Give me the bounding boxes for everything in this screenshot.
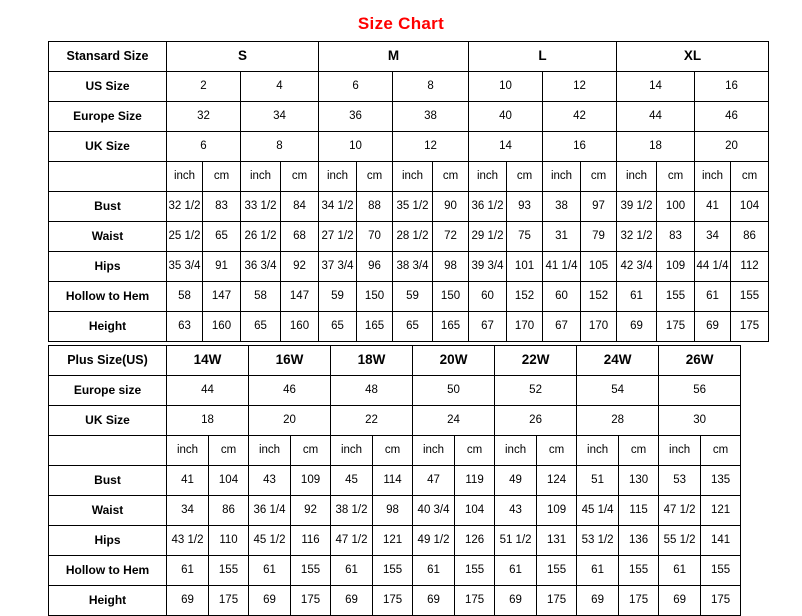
cell-europe-size-2: 36 <box>319 102 393 132</box>
row-label-waist: Waist <box>49 496 167 526</box>
cell-hollow-5: 150 <box>357 282 393 312</box>
plus-row-filler-5 <box>741 496 793 526</box>
cell-uk-size-7: 20 <box>695 132 769 162</box>
unit-cell-13: cm <box>657 162 695 192</box>
cell-waist-8: 29 1/2 <box>469 222 507 252</box>
cell-height-10: 67 <box>543 312 581 342</box>
cell-plus-hollow-13: 155 <box>701 556 741 586</box>
cell-hips-5: 96 <box>357 252 393 282</box>
cell-plus-height-4: 69 <box>331 586 373 616</box>
standard-table-body <box>49 42 769 342</box>
plus-table-body <box>49 346 793 616</box>
plus-unit-cell-6: inch <box>413 436 455 466</box>
row-label-height: Height <box>49 586 167 616</box>
cell-plus-height-7: 175 <box>455 586 495 616</box>
cell-hollow-14: 61 <box>695 282 731 312</box>
cell-plus-hollow-3: 155 <box>291 556 331 586</box>
plus-units-row-blank <box>49 436 167 466</box>
page-title: Size Chart <box>357 14 445 33</box>
row-label-hollow-to-hem: Hollow to Hem <box>49 282 167 312</box>
cell-plus-hollow-8: 61 <box>495 556 537 586</box>
cell-plus-bust-7: 119 <box>455 466 495 496</box>
plus-unit-cell-3: cm <box>291 436 331 466</box>
plus-row-filler-2 <box>741 406 793 436</box>
row-label-hollow-to-hem: Hollow to Hem <box>49 556 167 586</box>
group-header-m: M <box>319 42 469 72</box>
cell-europe-size-4: 40 <box>469 102 543 132</box>
table-row-hips <box>49 526 793 556</box>
cell-plus-hollow-4: 61 <box>331 556 373 586</box>
table-row-bust <box>49 192 769 222</box>
cell-plus-hollow-11: 155 <box>619 556 659 586</box>
cell-height-12: 69 <box>617 312 657 342</box>
cell-us-size-6: 14 <box>617 72 695 102</box>
cell-plus-hips-5: 121 <box>373 526 413 556</box>
cell-bust-7: 90 <box>433 192 469 222</box>
cell-waist-15: 86 <box>731 222 769 252</box>
plus-unit-cell-12: inch <box>659 436 701 466</box>
cell-hips-1: 91 <box>203 252 241 282</box>
cell-hips-15: 112 <box>731 252 769 282</box>
cell-europe-size-7: 46 <box>695 102 769 132</box>
table-row-group-header <box>49 42 769 72</box>
cell-waist-4: 27 1/2 <box>319 222 357 252</box>
cell-plus-hollow-12: 61 <box>659 556 701 586</box>
unit-cell-14: inch <box>695 162 731 192</box>
table-row-hollow-to-hem <box>49 282 769 312</box>
cell-plus-waist-4: 38 1/2 <box>331 496 373 526</box>
cell-hollow-13: 155 <box>657 282 695 312</box>
cell-plus-europe-0: 44 <box>167 376 249 406</box>
cell-waist-5: 70 <box>357 222 393 252</box>
row-label-europe-size: Europe Size <box>49 102 167 132</box>
row-label-bust: Bust <box>49 192 167 222</box>
unit-cell-3: cm <box>281 162 319 192</box>
unit-cell-4: inch <box>319 162 357 192</box>
cell-plus-europe-2: 48 <box>331 376 413 406</box>
cell-europe-size-0: 32 <box>167 102 241 132</box>
cell-plus-hips-3: 116 <box>291 526 331 556</box>
cell-waist-11: 79 <box>581 222 617 252</box>
cell-waist-2: 26 1/2 <box>241 222 281 252</box>
plus-unit-cell-2: inch <box>249 436 291 466</box>
cell-plus-height-12: 69 <box>659 586 701 616</box>
cell-plus-waist-7: 104 <box>455 496 495 526</box>
cell-hips-2: 36 3/4 <box>241 252 281 282</box>
cell-plus-height-3: 175 <box>291 586 331 616</box>
group-header-xl: XL <box>617 42 769 72</box>
cell-uk-size-5: 16 <box>543 132 617 162</box>
units-row-blank <box>49 162 167 192</box>
cell-plus-height-10: 69 <box>577 586 619 616</box>
plus-unit-cell-4: inch <box>331 436 373 466</box>
cell-bust-5: 88 <box>357 192 393 222</box>
table-row-bust <box>49 466 793 496</box>
cell-plus-bust-6: 47 <box>413 466 455 496</box>
cell-plus-waist-5: 98 <box>373 496 413 526</box>
unit-cell-1: cm <box>203 162 241 192</box>
plus-unit-cell-10: inch <box>577 436 619 466</box>
group-header-14w: 14W <box>167 346 249 376</box>
cell-hollow-11: 152 <box>581 282 617 312</box>
cell-hollow-15: 155 <box>731 282 769 312</box>
table-row-europe-size <box>49 376 793 406</box>
plus-corner-label: Plus Size(US) <box>49 346 167 376</box>
cell-waist-13: 83 <box>657 222 695 252</box>
plus-unit-cell-11: cm <box>619 436 659 466</box>
plus-row-filler-3 <box>741 436 793 466</box>
cell-plus-waist-0: 34 <box>167 496 209 526</box>
unit-cell-10: inch <box>543 162 581 192</box>
cell-plus-hips-2: 45 1/2 <box>249 526 291 556</box>
cell-height-7: 165 <box>433 312 469 342</box>
unit-cell-2: inch <box>241 162 281 192</box>
cell-europe-size-1: 34 <box>241 102 319 132</box>
table-row-uk-size <box>49 406 793 436</box>
group-header-18w: 18W <box>331 346 413 376</box>
cell-plus-uk-4: 26 <box>495 406 577 436</box>
cell-plus-europe-4: 52 <box>495 376 577 406</box>
cell-plus-height-6: 69 <box>413 586 455 616</box>
group-header-26w: 26W <box>659 346 741 376</box>
cell-plus-hollow-1: 155 <box>209 556 249 586</box>
cell-waist-10: 31 <box>543 222 581 252</box>
cell-hips-10: 41 1/4 <box>543 252 581 282</box>
cell-europe-size-5: 42 <box>543 102 617 132</box>
cell-height-1: 160 <box>203 312 241 342</box>
table-row-units <box>49 436 793 466</box>
cell-plus-bust-13: 135 <box>701 466 741 496</box>
cell-hollow-9: 152 <box>507 282 543 312</box>
cell-bust-0: 32 1/2 <box>167 192 203 222</box>
cell-bust-9: 93 <box>507 192 543 222</box>
cell-plus-europe-1: 46 <box>249 376 331 406</box>
cell-hollow-2: 58 <box>241 282 281 312</box>
group-header-s: S <box>167 42 319 72</box>
cell-waist-0: 25 1/2 <box>167 222 203 252</box>
cell-plus-bust-1: 104 <box>209 466 249 496</box>
group-header-24w: 24W <box>577 346 659 376</box>
cell-uk-size-0: 6 <box>167 132 241 162</box>
cell-plus-waist-12: 47 1/2 <box>659 496 701 526</box>
cell-waist-7: 72 <box>433 222 469 252</box>
cell-bust-13: 100 <box>657 192 695 222</box>
plus-row-filler-4 <box>741 466 793 496</box>
plus-size-table <box>48 345 793 616</box>
plus-unit-cell-7: cm <box>455 436 495 466</box>
row-label-uk-size: UK Size <box>49 132 167 162</box>
cell-height-15: 175 <box>731 312 769 342</box>
cell-plus-hollow-9: 155 <box>537 556 577 586</box>
cell-plus-bust-12: 53 <box>659 466 701 496</box>
cell-us-size-7: 16 <box>695 72 769 102</box>
cell-plus-height-1: 175 <box>209 586 249 616</box>
row-label-europe-size: Europe size <box>49 376 167 406</box>
plus-unit-cell-1: cm <box>209 436 249 466</box>
table-row-hips <box>49 252 769 282</box>
cell-plus-bust-2: 43 <box>249 466 291 496</box>
cell-uk-size-6: 18 <box>617 132 695 162</box>
cell-plus-waist-3: 92 <box>291 496 331 526</box>
table-row-us-size <box>49 72 769 102</box>
cell-uk-size-4: 14 <box>469 132 543 162</box>
unit-cell-6: inch <box>393 162 433 192</box>
cell-hips-6: 38 3/4 <box>393 252 433 282</box>
cell-waist-1: 65 <box>203 222 241 252</box>
cell-bust-10: 38 <box>543 192 581 222</box>
table-row-height <box>49 586 793 616</box>
cell-height-6: 65 <box>393 312 433 342</box>
cell-plus-hips-9: 131 <box>537 526 577 556</box>
row-label-height: Height <box>49 312 167 342</box>
cell-bust-1: 83 <box>203 192 241 222</box>
cell-plus-height-13: 175 <box>701 586 741 616</box>
unit-cell-7: cm <box>433 162 469 192</box>
cell-hips-4: 37 3/4 <box>319 252 357 282</box>
cell-bust-6: 35 1/2 <box>393 192 433 222</box>
cell-plus-hips-7: 126 <box>455 526 495 556</box>
table-row-waist <box>49 496 793 526</box>
table-row-units <box>49 162 769 192</box>
cell-plus-height-9: 175 <box>537 586 577 616</box>
cell-plus-height-0: 69 <box>167 586 209 616</box>
cell-plus-hips-8: 51 1/2 <box>495 526 537 556</box>
cell-plus-waist-2: 36 1/4 <box>249 496 291 526</box>
cell-plus-hollow-7: 155 <box>455 556 495 586</box>
cell-hollow-0: 58 <box>167 282 203 312</box>
cell-plus-height-8: 69 <box>495 586 537 616</box>
row-label-hips: Hips <box>49 526 167 556</box>
cell-us-size-2: 6 <box>319 72 393 102</box>
cell-waist-3: 68 <box>281 222 319 252</box>
cell-plus-uk-2: 22 <box>331 406 413 436</box>
cell-us-size-5: 12 <box>543 72 617 102</box>
cell-waist-6: 28 1/2 <box>393 222 433 252</box>
row-label-us-size: US Size <box>49 72 167 102</box>
cell-plus-europe-6: 56 <box>659 376 741 406</box>
cell-hips-14: 44 1/4 <box>695 252 731 282</box>
unit-cell-5: cm <box>357 162 393 192</box>
group-header-16w: 16W <box>249 346 331 376</box>
cell-uk-size-1: 8 <box>241 132 319 162</box>
unit-cell-0: inch <box>167 162 203 192</box>
cell-plus-waist-6: 40 3/4 <box>413 496 455 526</box>
group-header-20w: 20W <box>413 346 495 376</box>
cell-europe-size-3: 38 <box>393 102 469 132</box>
plus-row-filler-6 <box>741 526 793 556</box>
cell-plus-waist-9: 109 <box>537 496 577 526</box>
plus-row-filler-1 <box>741 376 793 406</box>
cell-hips-3: 92 <box>281 252 319 282</box>
cell-height-0: 63 <box>167 312 203 342</box>
cell-plus-hollow-5: 155 <box>373 556 413 586</box>
cell-plus-height-5: 175 <box>373 586 413 616</box>
cell-plus-waist-11: 115 <box>619 496 659 526</box>
row-label-waist: Waist <box>49 222 167 252</box>
plus-row-filler-8 <box>741 586 793 616</box>
cell-bust-12: 39 1/2 <box>617 192 657 222</box>
cell-hollow-8: 60 <box>469 282 507 312</box>
cell-plus-bust-8: 49 <box>495 466 537 496</box>
cell-bust-15: 104 <box>731 192 769 222</box>
cell-hips-9: 101 <box>507 252 543 282</box>
cell-hips-11: 105 <box>581 252 617 282</box>
plus-unit-cell-8: inch <box>495 436 537 466</box>
group-header-22w: 22W <box>495 346 577 376</box>
cell-plus-uk-0: 18 <box>167 406 249 436</box>
cell-height-13: 175 <box>657 312 695 342</box>
cell-plus-uk-1: 20 <box>249 406 331 436</box>
cell-hollow-6: 59 <box>393 282 433 312</box>
table-row-group-header <box>49 346 793 376</box>
table-row-europe-size <box>49 102 769 132</box>
standard-corner-label: Stansard Size <box>49 42 167 72</box>
cell-plus-hips-4: 47 1/2 <box>331 526 373 556</box>
cell-plus-bust-10: 51 <box>577 466 619 496</box>
cell-hollow-7: 150 <box>433 282 469 312</box>
cell-plus-uk-3: 24 <box>413 406 495 436</box>
cell-plus-hips-12: 55 1/2 <box>659 526 701 556</box>
cell-plus-waist-10: 45 1/4 <box>577 496 619 526</box>
cell-plus-waist-8: 43 <box>495 496 537 526</box>
cell-height-9: 170 <box>507 312 543 342</box>
cell-bust-4: 34 1/2 <box>319 192 357 222</box>
cell-hollow-12: 61 <box>617 282 657 312</box>
cell-hips-7: 98 <box>433 252 469 282</box>
cell-bust-3: 84 <box>281 192 319 222</box>
cell-hollow-1: 147 <box>203 282 241 312</box>
plus-unit-cell-0: inch <box>167 436 209 466</box>
row-label-hips: Hips <box>49 252 167 282</box>
cell-europe-size-6: 44 <box>617 102 695 132</box>
plus-unit-cell-5: cm <box>373 436 413 466</box>
cell-hollow-10: 60 <box>543 282 581 312</box>
plus-row-filler-7 <box>741 556 793 586</box>
cell-plus-hollow-0: 61 <box>167 556 209 586</box>
cell-plus-bust-9: 124 <box>537 466 577 496</box>
table-row-waist <box>49 222 769 252</box>
plus-unit-cell-13: cm <box>701 436 741 466</box>
cell-plus-uk-5: 28 <box>577 406 659 436</box>
cell-us-size-0: 2 <box>167 72 241 102</box>
cell-plus-height-11: 175 <box>619 586 659 616</box>
table-row-hollow-to-hem <box>49 556 793 586</box>
unit-cell-9: cm <box>507 162 543 192</box>
cell-bust-2: 33 1/2 <box>241 192 281 222</box>
cell-plus-europe-5: 54 <box>577 376 659 406</box>
plus-unit-cell-9: cm <box>537 436 577 466</box>
cell-us-size-3: 8 <box>393 72 469 102</box>
cell-bust-14: 41 <box>695 192 731 222</box>
cell-height-11: 170 <box>581 312 617 342</box>
cell-plus-europe-3: 50 <box>413 376 495 406</box>
cell-plus-hollow-2: 61 <box>249 556 291 586</box>
cell-plus-hips-13: 141 <box>701 526 741 556</box>
cell-plus-bust-11: 130 <box>619 466 659 496</box>
cell-plus-hips-0: 43 1/2 <box>167 526 209 556</box>
plus-header-filler <box>741 346 793 376</box>
cell-uk-size-3: 12 <box>393 132 469 162</box>
cell-bust-11: 97 <box>581 192 617 222</box>
cell-height-8: 67 <box>469 312 507 342</box>
cell-plus-bust-0: 41 <box>167 466 209 496</box>
cell-height-14: 69 <box>695 312 731 342</box>
cell-plus-hollow-6: 61 <box>413 556 455 586</box>
table-row-uk-size <box>49 132 769 162</box>
cell-plus-bust-5: 114 <box>373 466 413 496</box>
cell-hips-13: 109 <box>657 252 695 282</box>
cell-hollow-3: 147 <box>281 282 319 312</box>
cell-plus-bust-4: 45 <box>331 466 373 496</box>
standard-size-table <box>48 41 769 342</box>
cell-height-2: 65 <box>241 312 281 342</box>
cell-plus-bust-3: 109 <box>291 466 331 496</box>
cell-plus-hips-11: 136 <box>619 526 659 556</box>
cell-plus-hollow-10: 61 <box>577 556 619 586</box>
cell-plus-height-2: 69 <box>249 586 291 616</box>
cell-waist-9: 75 <box>507 222 543 252</box>
cell-height-5: 165 <box>357 312 393 342</box>
cell-waist-14: 34 <box>695 222 731 252</box>
cell-hollow-4: 59 <box>319 282 357 312</box>
cell-plus-hips-6: 49 1/2 <box>413 526 455 556</box>
cell-us-size-1: 4 <box>241 72 319 102</box>
unit-cell-15: cm <box>731 162 769 192</box>
cell-hips-0: 35 3/4 <box>167 252 203 282</box>
cell-plus-waist-13: 121 <box>701 496 741 526</box>
cell-plus-hips-1: 110 <box>209 526 249 556</box>
cell-waist-12: 32 1/2 <box>617 222 657 252</box>
row-label-bust: Bust <box>49 466 167 496</box>
cell-hips-12: 42 3/4 <box>617 252 657 282</box>
cell-bust-8: 36 1/2 <box>469 192 507 222</box>
unit-cell-8: inch <box>469 162 507 192</box>
row-label-uk-size: UK Size <box>49 406 167 436</box>
cell-height-3: 160 <box>281 312 319 342</box>
unit-cell-12: inch <box>617 162 657 192</box>
cell-plus-uk-6: 30 <box>659 406 741 436</box>
table-row-height <box>49 312 769 342</box>
cell-uk-size-2: 10 <box>319 132 393 162</box>
cell-plus-waist-1: 86 <box>209 496 249 526</box>
group-header-l: L <box>469 42 617 72</box>
cell-us-size-4: 10 <box>469 72 543 102</box>
cell-hips-8: 39 3/4 <box>469 252 507 282</box>
cell-height-4: 65 <box>319 312 357 342</box>
cell-plus-hips-10: 53 1/2 <box>577 526 619 556</box>
unit-cell-11: cm <box>581 162 617 192</box>
